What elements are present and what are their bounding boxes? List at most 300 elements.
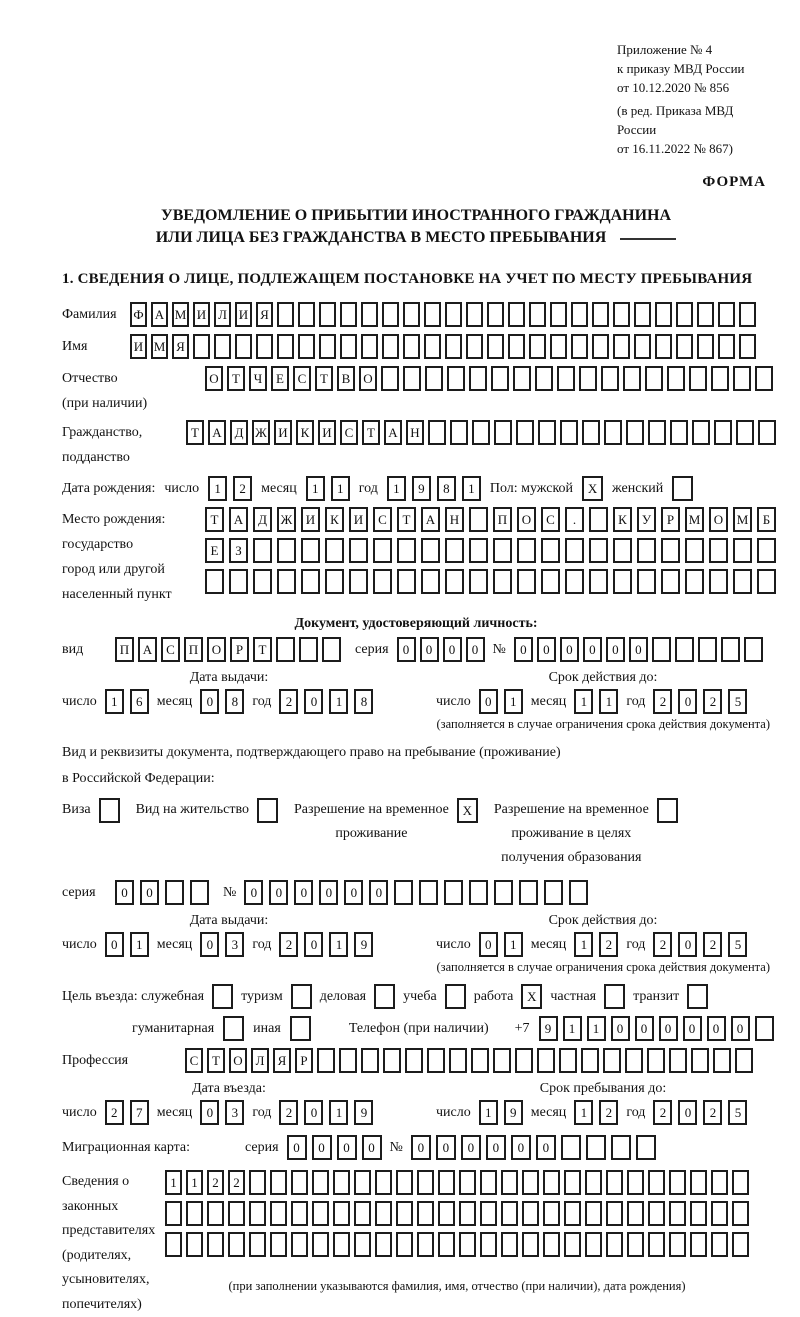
char-box[interactable]: С	[293, 366, 311, 391]
char-box[interactable]	[333, 1201, 350, 1226]
char-box[interactable]: 0	[200, 932, 219, 957]
char-box[interactable]	[349, 538, 368, 563]
char-box[interactable]	[325, 538, 344, 563]
purpose-tourism-checkbox[interactable]	[291, 984, 312, 1009]
char-box[interactable]: 1	[504, 689, 523, 714]
char-box[interactable]: 0	[269, 880, 288, 905]
purpose-humanitarian-checkbox[interactable]	[223, 1016, 244, 1041]
sex-female-checkbox[interactable]	[672, 476, 693, 501]
char-box[interactable]: Т	[227, 366, 245, 391]
char-box[interactable]	[592, 302, 609, 327]
char-box[interactable]	[711, 1201, 728, 1226]
char-box[interactable]	[623, 366, 641, 391]
char-box[interactable]: 0	[678, 1100, 697, 1125]
char-box[interactable]	[691, 1048, 709, 1073]
char-box[interactable]: 2	[279, 932, 298, 957]
char-box[interactable]: Б	[757, 507, 776, 532]
char-box[interactable]	[735, 1048, 753, 1073]
char-box[interactable]	[637, 538, 656, 563]
char-box[interactable]: 0	[606, 637, 625, 662]
char-box[interactable]	[647, 1048, 665, 1073]
char-box[interactable]	[165, 1232, 182, 1257]
char-box[interactable]	[634, 334, 651, 359]
char-box[interactable]: 2	[599, 1100, 618, 1125]
char-box[interactable]: Т	[253, 637, 272, 662]
char-box[interactable]: 9	[504, 1100, 523, 1125]
char-box[interactable]: 0	[140, 880, 159, 905]
char-box[interactable]: 1	[329, 932, 348, 957]
char-box[interactable]: В	[337, 366, 355, 391]
char-box[interactable]	[472, 420, 490, 445]
char-box[interactable]	[375, 1170, 392, 1195]
char-box[interactable]	[501, 1201, 518, 1226]
char-box[interactable]: 0	[707, 1016, 726, 1041]
char-box[interactable]	[438, 1170, 455, 1195]
char-box[interactable]	[718, 302, 735, 327]
char-box[interactable]	[561, 1135, 581, 1160]
char-box[interactable]: 0	[304, 689, 323, 714]
char-box[interactable]	[291, 1232, 308, 1257]
char-box[interactable]	[601, 366, 619, 391]
char-box[interactable]	[447, 366, 465, 391]
char-box[interactable]	[205, 569, 224, 594]
char-box[interactable]: 1	[306, 476, 325, 501]
char-box[interactable]	[732, 1170, 749, 1195]
char-box[interactable]: 0	[105, 932, 124, 957]
char-box[interactable]: 1	[479, 1100, 498, 1125]
char-box[interactable]	[589, 538, 608, 563]
char-box[interactable]: А	[421, 507, 440, 532]
char-box[interactable]	[403, 302, 420, 327]
citizenship-field[interactable]	[186, 420, 776, 445]
char-box[interactable]	[396, 1170, 413, 1195]
char-box[interactable]	[270, 1201, 287, 1226]
char-box[interactable]: И	[349, 507, 368, 532]
char-box[interactable]	[636, 1135, 656, 1160]
char-box[interactable]: 2	[599, 932, 618, 957]
char-box[interactable]	[354, 1170, 371, 1195]
char-box[interactable]: 0	[678, 689, 697, 714]
char-box[interactable]: Д	[253, 507, 272, 532]
char-box[interactable]	[417, 1170, 434, 1195]
char-box[interactable]	[253, 569, 272, 594]
char-box[interactable]	[732, 1201, 749, 1226]
char-box[interactable]: 1	[462, 476, 481, 501]
char-box[interactable]	[529, 334, 546, 359]
char-box[interactable]: 8	[437, 476, 456, 501]
char-box[interactable]: 0	[362, 1135, 382, 1160]
char-box[interactable]	[670, 420, 688, 445]
char-box[interactable]: 0	[294, 880, 313, 905]
purpose-transit-checkbox[interactable]	[687, 984, 708, 1009]
char-box[interactable]	[676, 334, 693, 359]
char-box[interactable]	[564, 1201, 581, 1226]
id-valid-month-field[interactable]	[574, 689, 618, 714]
char-box[interactable]: 0	[337, 1135, 357, 1160]
char-box[interactable]: О	[517, 507, 536, 532]
char-box[interactable]: 9	[354, 1100, 373, 1125]
permit-valid-day-field[interactable]	[479, 932, 523, 957]
purpose-official-checkbox[interactable]	[212, 984, 233, 1009]
char-box[interactable]	[438, 1232, 455, 1257]
char-box[interactable]	[277, 302, 294, 327]
char-box[interactable]	[445, 984, 466, 1009]
char-box[interactable]	[513, 366, 531, 391]
birth-day-field[interactable]	[208, 476, 252, 501]
char-box[interactable]: 2	[653, 932, 672, 957]
residence-permit-checkbox[interactable]	[257, 798, 278, 823]
char-box[interactable]: 1	[165, 1170, 182, 1195]
char-box[interactable]	[317, 1048, 335, 1073]
char-box[interactable]: X	[521, 984, 542, 1009]
char-box[interactable]	[373, 569, 392, 594]
char-box[interactable]: Я	[172, 334, 189, 359]
char-box[interactable]	[424, 302, 441, 327]
char-box[interactable]	[739, 334, 756, 359]
char-box[interactable]	[333, 1170, 350, 1195]
char-box[interactable]: З	[229, 538, 248, 563]
char-box[interactable]	[687, 984, 708, 1009]
char-box[interactable]	[190, 880, 209, 905]
char-box[interactable]: 0	[115, 880, 134, 905]
char-box[interactable]: 1	[504, 932, 523, 957]
char-box[interactable]	[519, 880, 538, 905]
char-box[interactable]	[675, 637, 694, 662]
entry-month-field[interactable]	[200, 1100, 244, 1125]
char-box[interactable]	[739, 302, 756, 327]
char-box[interactable]: 5	[728, 1100, 747, 1125]
char-box[interactable]	[228, 1232, 245, 1257]
char-box[interactable]	[564, 1170, 581, 1195]
char-box[interactable]	[744, 637, 763, 662]
char-box[interactable]: 0	[659, 1016, 678, 1041]
char-box[interactable]	[333, 1232, 350, 1257]
char-box[interactable]: 0	[466, 637, 485, 662]
char-box[interactable]	[493, 1048, 511, 1073]
char-box[interactable]	[480, 1170, 497, 1195]
sex-male-checkbox[interactable]	[582, 476, 603, 501]
char-box[interactable]: Н	[445, 507, 464, 532]
char-box[interactable]: 7	[130, 1100, 149, 1125]
char-box[interactable]	[270, 1232, 287, 1257]
char-box[interactable]	[657, 798, 678, 823]
char-box[interactable]	[569, 880, 588, 905]
char-box[interactable]	[340, 302, 357, 327]
char-box[interactable]	[625, 1048, 643, 1073]
mig-series-field[interactable]	[287, 1135, 382, 1160]
char-box[interactable]: И	[130, 334, 147, 359]
char-box[interactable]	[469, 366, 487, 391]
char-box[interactable]: О	[205, 366, 223, 391]
char-box[interactable]	[249, 1201, 266, 1226]
char-box[interactable]	[291, 984, 312, 1009]
char-box[interactable]	[538, 420, 556, 445]
char-box[interactable]	[711, 366, 729, 391]
char-box[interactable]	[537, 1048, 555, 1073]
char-box[interactable]	[627, 1170, 644, 1195]
char-box[interactable]: 3	[225, 932, 244, 957]
char-box[interactable]	[256, 334, 273, 359]
char-box[interactable]	[689, 366, 707, 391]
char-box[interactable]: 0	[420, 637, 439, 662]
char-box[interactable]	[732, 1232, 749, 1257]
char-box[interactable]	[571, 302, 588, 327]
char-box[interactable]	[709, 569, 728, 594]
char-box[interactable]	[603, 1048, 621, 1073]
entry-year-field[interactable]	[279, 1100, 373, 1125]
char-box[interactable]	[277, 569, 296, 594]
char-box[interactable]: 1	[387, 476, 406, 501]
char-box[interactable]	[541, 538, 560, 563]
char-box[interactable]	[494, 420, 512, 445]
char-box[interactable]: Т	[397, 507, 416, 532]
char-box[interactable]: И	[301, 507, 320, 532]
char-box[interactable]: 2	[703, 1100, 722, 1125]
char-box[interactable]	[550, 334, 567, 359]
char-box[interactable]: 0	[536, 1135, 556, 1160]
char-box[interactable]: 1	[105, 689, 124, 714]
char-box[interactable]	[626, 420, 644, 445]
char-box[interactable]	[396, 1232, 413, 1257]
char-box[interactable]: 2	[207, 1170, 224, 1195]
char-box[interactable]	[579, 366, 597, 391]
char-box[interactable]	[571, 334, 588, 359]
permit-issue-year-field[interactable]	[279, 932, 373, 957]
char-box[interactable]: Я	[256, 302, 273, 327]
char-box[interactable]	[186, 1232, 203, 1257]
char-box[interactable]	[669, 1170, 686, 1195]
char-box[interactable]: О	[229, 1048, 247, 1073]
char-box[interactable]: 0	[344, 880, 363, 905]
phone-field[interactable]	[539, 1016, 774, 1041]
char-box[interactable]	[298, 302, 315, 327]
char-box[interactable]	[99, 798, 120, 823]
char-box[interactable]	[207, 1232, 224, 1257]
char-box[interactable]: 1	[186, 1170, 203, 1195]
permit-valid-year-field[interactable]	[653, 932, 747, 957]
char-box[interactable]: Л	[251, 1048, 269, 1073]
char-box[interactable]	[517, 538, 536, 563]
char-box[interactable]: С	[541, 507, 560, 532]
char-box[interactable]: Ч	[249, 366, 267, 391]
char-box[interactable]	[445, 334, 462, 359]
permit-number-field[interactable]	[244, 880, 588, 905]
char-box[interactable]: М	[151, 334, 168, 359]
char-box[interactable]	[711, 1170, 728, 1195]
char-box[interactable]	[469, 538, 488, 563]
char-box[interactable]: П	[115, 637, 134, 662]
representatives-field-line2[interactable]	[165, 1201, 749, 1226]
temp-residence-checkbox[interactable]	[457, 798, 478, 823]
char-box[interactable]: О	[207, 637, 226, 662]
char-box[interactable]	[709, 538, 728, 563]
char-box[interactable]	[690, 1170, 707, 1195]
permit-issue-day-field[interactable]	[105, 932, 149, 957]
char-box[interactable]: 0	[511, 1135, 531, 1160]
char-box[interactable]	[606, 1170, 623, 1195]
char-box[interactable]	[444, 880, 463, 905]
char-box[interactable]: Е	[205, 538, 224, 563]
char-box[interactable]	[613, 538, 632, 563]
char-box[interactable]: А	[151, 302, 168, 327]
char-box[interactable]: 0	[683, 1016, 702, 1041]
char-box[interactable]: 0	[304, 1100, 323, 1125]
char-box[interactable]	[757, 538, 776, 563]
char-box[interactable]	[655, 334, 672, 359]
char-box[interactable]	[690, 1232, 707, 1257]
char-box[interactable]	[421, 538, 440, 563]
purpose-private-checkbox[interactable]	[604, 984, 625, 1009]
visa-checkbox[interactable]	[99, 798, 120, 823]
char-box[interactable]	[733, 538, 752, 563]
stay-month-field[interactable]	[574, 1100, 618, 1125]
char-box[interactable]	[604, 984, 625, 1009]
char-box[interactable]: 0	[200, 1100, 219, 1125]
char-box[interactable]	[276, 637, 295, 662]
char-box[interactable]: К	[613, 507, 632, 532]
birthplace-field-line2[interactable]	[205, 538, 776, 563]
char-box[interactable]: X	[457, 798, 478, 823]
id-valid-year-field[interactable]	[653, 689, 747, 714]
char-box[interactable]: 0	[583, 637, 602, 662]
char-box[interactable]: 0	[244, 880, 263, 905]
char-box[interactable]: Ф	[130, 302, 147, 327]
char-box[interactable]: 0	[537, 637, 556, 662]
char-box[interactable]	[529, 302, 546, 327]
char-box[interactable]	[417, 1232, 434, 1257]
char-box[interactable]	[223, 1016, 244, 1041]
char-box[interactable]: 0	[369, 880, 388, 905]
char-box[interactable]: Р	[230, 637, 249, 662]
char-box[interactable]: 0	[287, 1135, 307, 1160]
char-box[interactable]: 0	[635, 1016, 654, 1041]
char-box[interactable]: С	[340, 420, 358, 445]
id-kind-field[interactable]	[115, 637, 341, 662]
char-box[interactable]: 2	[653, 689, 672, 714]
char-box[interactable]	[466, 302, 483, 327]
char-box[interactable]	[661, 538, 680, 563]
char-box[interactable]	[419, 880, 438, 905]
char-box[interactable]: 6	[130, 689, 149, 714]
char-box[interactable]	[373, 538, 392, 563]
char-box[interactable]: С	[161, 637, 180, 662]
char-box[interactable]	[396, 1201, 413, 1226]
char-box[interactable]: 0	[200, 689, 219, 714]
char-box[interactable]: .	[565, 507, 584, 532]
char-box[interactable]	[249, 1232, 266, 1257]
char-box[interactable]: С	[185, 1048, 203, 1073]
char-box[interactable]: 1	[563, 1016, 582, 1041]
permit-valid-month-field[interactable]	[574, 932, 618, 957]
char-box[interactable]	[325, 569, 344, 594]
char-box[interactable]	[713, 1048, 731, 1073]
char-box[interactable]: У	[637, 507, 656, 532]
char-box[interactable]	[516, 420, 534, 445]
char-box[interactable]: А	[138, 637, 157, 662]
edu-residence-checkbox[interactable]	[657, 798, 678, 823]
char-box[interactable]: 9	[539, 1016, 558, 1041]
char-box[interactable]	[382, 334, 399, 359]
id-issue-year-field[interactable]	[279, 689, 373, 714]
char-box[interactable]	[228, 1201, 245, 1226]
char-box[interactable]	[757, 569, 776, 594]
char-box[interactable]	[585, 1201, 602, 1226]
char-box[interactable]	[469, 569, 488, 594]
char-box[interactable]	[397, 569, 416, 594]
char-box[interactable]	[755, 1016, 774, 1041]
char-box[interactable]: М	[685, 507, 704, 532]
char-box[interactable]: И	[193, 302, 210, 327]
char-box[interactable]	[685, 538, 704, 563]
char-box[interactable]	[692, 420, 710, 445]
char-box[interactable]	[229, 569, 248, 594]
char-box[interactable]	[613, 569, 632, 594]
char-box[interactable]: М	[172, 302, 189, 327]
char-box[interactable]	[648, 1170, 665, 1195]
char-box[interactable]	[397, 538, 416, 563]
char-box[interactable]	[714, 420, 732, 445]
char-box[interactable]: 1	[599, 689, 618, 714]
char-box[interactable]: 0	[436, 1135, 456, 1160]
char-box[interactable]: 2	[703, 932, 722, 957]
char-box[interactable]: 0	[560, 637, 579, 662]
char-box[interactable]	[676, 302, 693, 327]
profession-field[interactable]	[185, 1048, 753, 1073]
char-box[interactable]	[257, 798, 278, 823]
char-box[interactable]	[733, 569, 752, 594]
char-box[interactable]	[165, 880, 184, 905]
char-box[interactable]: О	[359, 366, 377, 391]
char-box[interactable]: 9	[412, 476, 431, 501]
char-box[interactable]	[193, 334, 210, 359]
char-box[interactable]	[564, 1232, 581, 1257]
char-box[interactable]	[697, 302, 714, 327]
char-box[interactable]	[592, 334, 609, 359]
char-box[interactable]: 1	[587, 1016, 606, 1041]
char-box[interactable]	[755, 366, 773, 391]
char-box[interactable]	[214, 334, 231, 359]
char-box[interactable]: 1	[574, 689, 593, 714]
char-box[interactable]	[361, 302, 378, 327]
char-box[interactable]	[291, 1170, 308, 1195]
char-box[interactable]	[711, 1232, 728, 1257]
char-box[interactable]	[354, 1232, 371, 1257]
char-box[interactable]: К	[325, 507, 344, 532]
char-box[interactable]	[586, 1135, 606, 1160]
char-box[interactable]	[648, 1201, 665, 1226]
char-box[interactable]: 2	[228, 1170, 245, 1195]
char-box[interactable]	[381, 366, 399, 391]
char-box[interactable]	[383, 1048, 401, 1073]
char-box[interactable]	[312, 1201, 329, 1226]
char-box[interactable]	[544, 880, 563, 905]
char-box[interactable]	[349, 569, 368, 594]
char-box[interactable]	[354, 1201, 371, 1226]
char-box[interactable]	[690, 1201, 707, 1226]
char-box[interactable]	[669, 1201, 686, 1226]
char-box[interactable]	[501, 1232, 518, 1257]
char-box[interactable]: Т	[205, 507, 224, 532]
char-box[interactable]	[557, 366, 575, 391]
char-box[interactable]	[469, 880, 488, 905]
char-box[interactable]	[543, 1201, 560, 1226]
char-box[interactable]: Т	[186, 420, 204, 445]
char-box[interactable]	[535, 366, 553, 391]
purpose-business-checkbox[interactable]	[374, 984, 395, 1009]
birthplace-field-line3[interactable]	[205, 569, 776, 594]
char-box[interactable]: П	[184, 637, 203, 662]
char-box[interactable]: X	[582, 476, 603, 501]
